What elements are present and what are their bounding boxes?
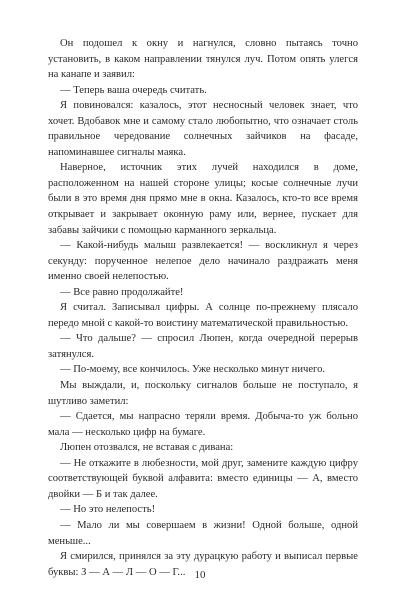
page-number: 10 (194, 569, 206, 581)
paragraph-15: — Мало ли мы совершаем в жизни! Одной больше, одной меньше... (48, 519, 358, 547)
paragraph-13: — Не откажите в любезности, мой друг, замените каждую цифру соответствующей буквой алфавита: вместо единицы — А, вместо двойки — Б и так далее. (48, 457, 358, 500)
paragraph-12: Люпен отозвался, не вставая с дивана: (60, 442, 234, 454)
paragraph-10: Мы выждали, и, поскольку сигналов больше не поступало, я шутливо заметил: (48, 380, 358, 407)
paragraph-4: Наверное, источник этих лучей находился в доме, расположенном на нашей стороне улицы; косые солнечные лучи были в это время дня прямо мне в окна. Казалось, кто-то все время открывает и закрывает оконную раму или, вернее, пускает для забавы зайчики с помощью карманного зеркальца. (48, 162, 358, 236)
paragraph-6: — Все равно продолжайте! (60, 286, 184, 298)
paragraph-8: — Что дальше? — спросил Люпен, когда очередной перерыв затянулся. (48, 333, 358, 360)
paragraph-1: Он подошел к окну и нагнулся, словно пытаясь точно установить, в каком направлении тянулся луч. Потом опять улегся на канапе и заявил: (48, 38, 358, 81)
paragraph-11: — Сдается, мы напрасно теряли время. Добыча-то уж больно мала — несколько цифр на бумаге. (48, 411, 358, 438)
paragraph-16: Я смирился, принялся за эту дурацкую работу и выписал первые буквы: З — А — Л — О — Г... (48, 551, 358, 578)
paragraph-2: — Теперь ваша очередь считать. (60, 84, 207, 96)
paragraph-5: — Какой-нибудь малыш развлекается! — воскликнул я через секунду: порученное нелепое дело начинало раздражать меня именно своей нелепостью. (48, 240, 358, 283)
paragraph-7: Я считал. Записывал цифры. А солнце по-прежнему плясало передо мной с какой-то воистину математической правильностью. (48, 302, 358, 329)
paragraph-9: — По-моему, все кончилось. Уже несколько минут ничего. (60, 364, 326, 376)
paragraph-14: — Но это нелепость! (60, 504, 156, 516)
page-text (48, 36, 358, 580)
paragraph-3: Я повиновался: казалось, этот несносный человек знает, что хочет. Вдобавок мне и самому стало любопытно, что означает столь правильное чередование солнечных зайчиков на фасаде, напоминавшее сигналы маяка. (48, 100, 358, 158)
